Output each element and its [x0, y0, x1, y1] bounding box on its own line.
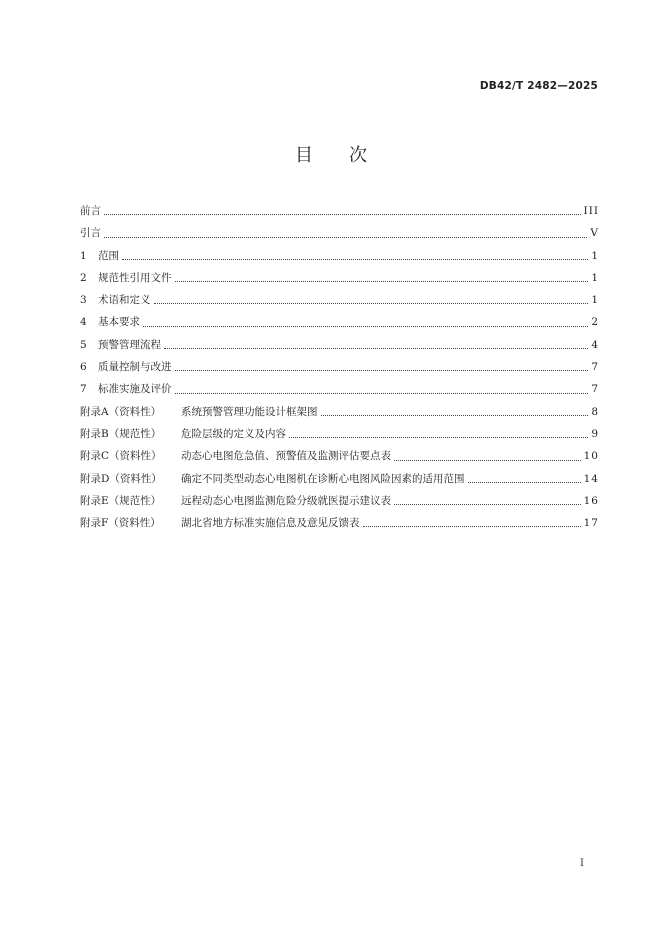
toc-entry-page: 8	[591, 405, 599, 418]
toc-entry-label: 范围	[98, 249, 119, 262]
toc-entry-number: 5	[80, 338, 87, 351]
toc-entry-page: III	[583, 205, 599, 217]
toc-annex-d[interactable]	[80, 468, 599, 490]
toc-annex-a[interactable]	[80, 401, 599, 423]
dot-leader	[175, 271, 589, 282]
toc-annex-f[interactable]	[80, 512, 599, 534]
toc-entry-page: 1	[591, 294, 599, 307]
toc-entry-page: 2	[591, 316, 599, 329]
toc-entry-label: 动态心电图危急值、预警值及监测评估要点表	[181, 450, 391, 463]
standard-code: DB42/T 2482—2025	[479, 80, 598, 92]
toc-annex-e[interactable]	[80, 490, 599, 512]
toc-entry-number: 7	[80, 383, 87, 396]
toc-annex-c[interactable]	[80, 445, 599, 467]
table-of-contents	[80, 200, 599, 534]
toc-entry-page: 1	[591, 249, 599, 262]
toc-entry-quality-control[interactable]	[80, 356, 599, 378]
toc-entry-page: 14	[583, 472, 599, 485]
toc-annex-b[interactable]	[80, 423, 599, 445]
toc-entry-number: 1	[80, 249, 87, 262]
toc-entry-label: 湖北省地方标准实施信息及意见反馈表	[181, 517, 360, 530]
annex-label: 附录A（资料性）	[80, 405, 162, 418]
toc-entry-normative-references[interactable]	[80, 267, 599, 289]
annex-label: 附录D（资料性）	[80, 472, 162, 485]
dot-leader	[363, 516, 581, 527]
annex-label: 附录C（资料性）	[80, 450, 162, 463]
toc-entry-number: 6	[80, 361, 87, 374]
toc-entry-page: 1	[591, 271, 599, 284]
toc-entry-label: 标准实施及评价	[98, 383, 172, 396]
dot-leader	[143, 316, 588, 327]
dot-leader	[289, 427, 588, 438]
toc-entry-page: 7	[591, 383, 599, 396]
toc-entry-label: 确定不同类型动态心电图机在诊断心电图风险因素的适用范围	[181, 472, 465, 485]
annex-label: 附录B（规范性）	[80, 427, 162, 440]
toc-entry-label: 前言	[80, 205, 101, 217]
toc-entry-warning-process[interactable]	[80, 334, 599, 356]
toc-entry-label: 规范性引用文件	[98, 271, 172, 284]
toc-entry-number: 4	[80, 316, 87, 329]
dot-leader	[394, 494, 581, 505]
page-title: 目次	[295, 145, 403, 166]
dot-leader	[164, 338, 588, 349]
toc-entry-label: 基本要求	[98, 316, 140, 329]
toc-entry-label: 术语和定义	[98, 294, 151, 307]
dot-leader	[104, 227, 587, 238]
toc-entry-label: 远程动态心电图监测危险分级就医提示建议表	[181, 494, 391, 507]
annex-label: 附录F（资料性）	[80, 517, 161, 530]
toc-entry-label: 预警管理流程	[98, 338, 161, 351]
toc-entry-page: 9	[591, 427, 599, 440]
toc-entry-terms[interactable]	[80, 289, 599, 311]
toc-entry-foreword[interactable]	[80, 200, 599, 222]
dot-leader	[175, 360, 589, 371]
toc-entry-label: 危险层级的定义及内容	[181, 427, 286, 440]
toc-entry-implementation[interactable]	[80, 378, 599, 400]
toc-entry-page: 16	[583, 494, 599, 507]
dot-leader	[394, 450, 581, 461]
toc-entry-page: 10	[583, 450, 599, 463]
dot-leader	[321, 405, 589, 416]
page-number: I	[580, 858, 584, 869]
toc-entry-page: 17	[583, 517, 599, 530]
toc-entry-number: 3	[80, 294, 87, 307]
toc-entry-basic-requirements[interactable]	[80, 311, 599, 333]
toc-entry-page: 4	[591, 338, 599, 351]
toc-entry-number: 2	[80, 271, 87, 284]
toc-entry-scope[interactable]	[80, 245, 599, 267]
dot-leader	[154, 293, 589, 304]
toc-entry-page: V	[590, 227, 599, 240]
toc-entry-label: 引言	[80, 227, 101, 240]
dot-leader	[175, 383, 589, 394]
dot-leader	[468, 472, 581, 483]
dot-leader	[122, 249, 588, 260]
toc-entry-label: 系统预警管理功能设计框架图	[181, 405, 318, 418]
dot-leader	[104, 204, 581, 215]
annex-label: 附录E（规范性）	[80, 494, 162, 507]
toc-entry-introduction[interactable]	[80, 222, 599, 244]
toc-entry-page: 7	[591, 361, 599, 374]
toc-entry-label: 质量控制与改进	[98, 361, 172, 374]
